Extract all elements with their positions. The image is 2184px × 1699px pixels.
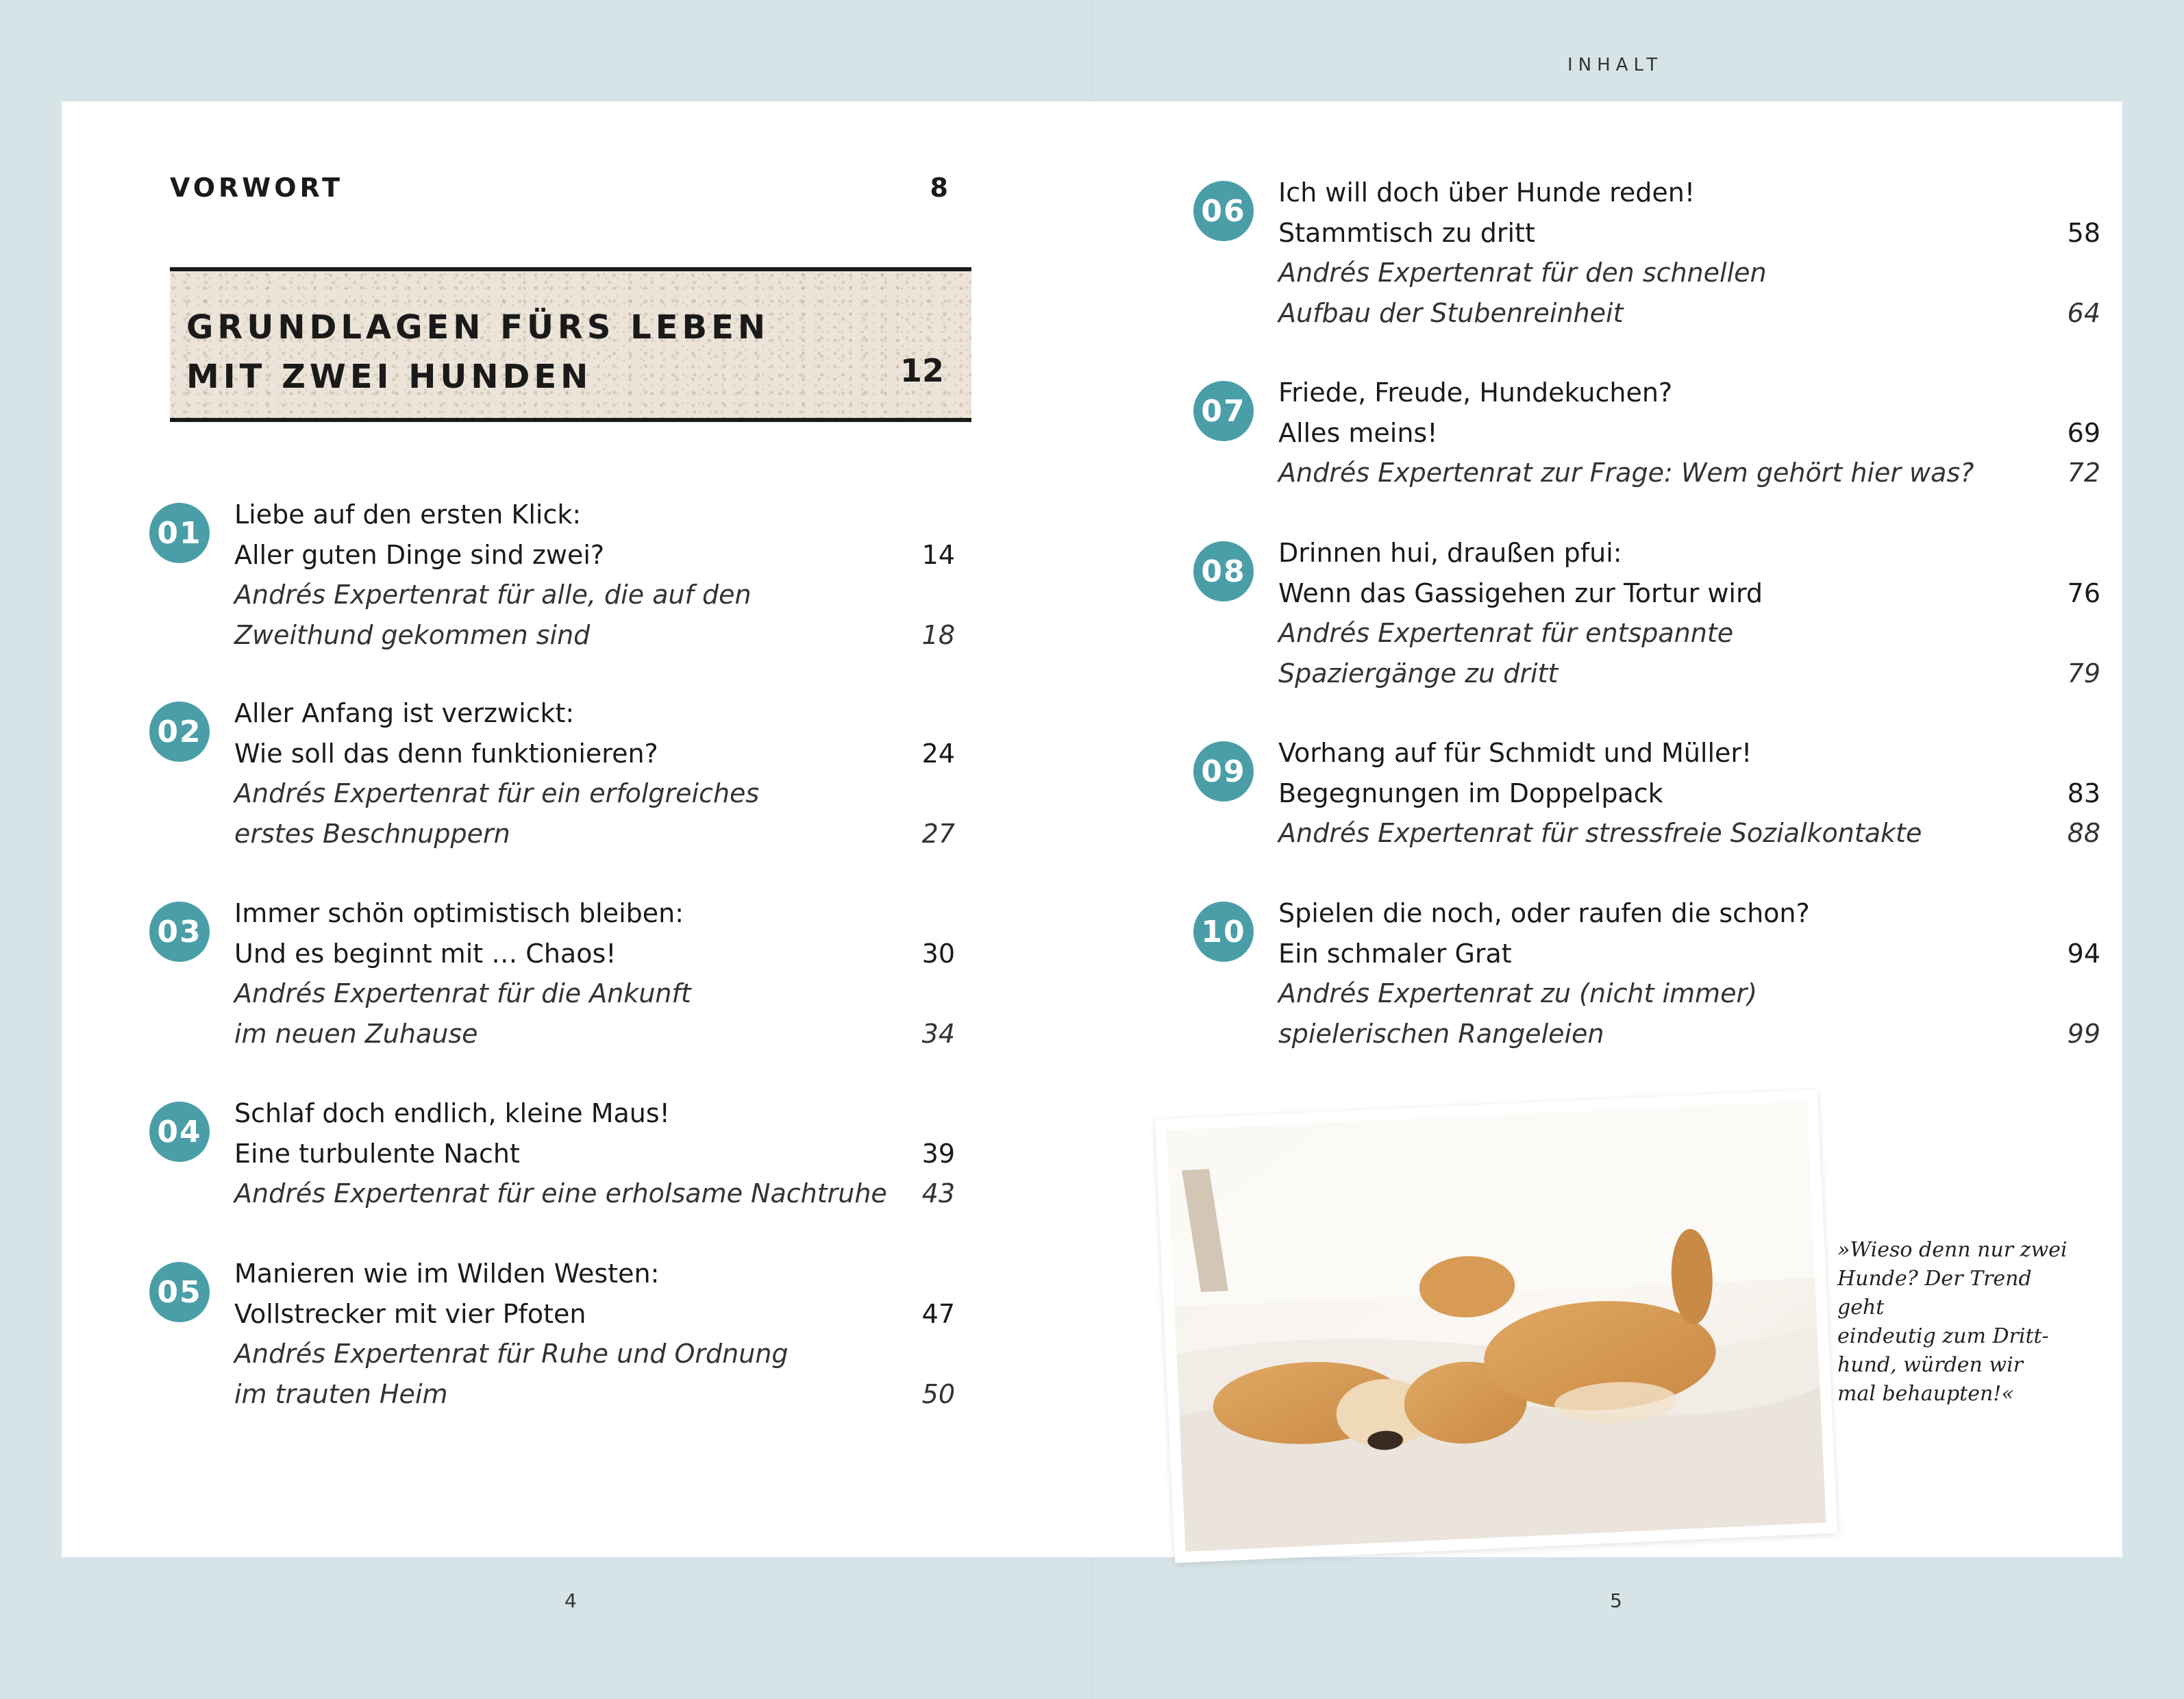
line-text: Alles meins!: [1278, 417, 1438, 448]
chapter-number-badge: 01: [149, 503, 210, 563]
expert-advice-line: [234, 1374, 955, 1415]
line-page-number: [2059, 893, 2100, 934]
line-page-number: 24: [921, 738, 955, 769]
chapter-title-line: [1278, 533, 2100, 573]
line-page-number: 94: [2067, 938, 2100, 969]
expert-advice-line: [234, 615, 955, 656]
line-page-number: 47: [921, 1298, 955, 1329]
expert-advice-line: [234, 1334, 955, 1374]
vorwort-page: 8: [930, 173, 948, 203]
expert-advice-line: [1278, 253, 2100, 293]
chapter-number-badge: 04: [149, 1102, 210, 1162]
line-page-number: [2059, 373, 2100, 413]
chapter-number-badge: 05: [149, 1262, 210, 1322]
expert-advice-line: [1278, 613, 2100, 654]
chapter-title-line: [234, 893, 955, 934]
part-title: GRUNDLAGEN FÜRS LEBEN MIT ZWEI HUNDEN: [186, 308, 770, 396]
line-text: im trauten Heim: [234, 1378, 448, 1409]
chapter-lines: [1278, 533, 2100, 693]
line-page-number: [914, 973, 955, 1014]
chapter-lines: [234, 893, 955, 1054]
line-page-number: 69: [2067, 417, 2100, 448]
line-text: Spielen die noch, oder raufen die schon?: [1278, 898, 1810, 928]
line-page-number: [2059, 533, 2100, 573]
part-page: 12: [899, 352, 944, 389]
line-text: Friede, Freude, Hundekuchen?: [1278, 377, 1673, 408]
chapter-title-line: [1278, 773, 2100, 814]
line-page-number: [914, 495, 955, 535]
chapter-title-line: [1278, 373, 2100, 413]
line-text: Wenn das Gassigehen zur Tortur wird: [1278, 578, 1763, 608]
line-text: Vorhang auf für Schmidt und Müller!: [1278, 738, 1752, 768]
line-text: Begegnungen im Doppelpack: [1278, 778, 1663, 808]
line-page-number: [2059, 253, 2100, 293]
line-text: Manieren wie im Wilden Westen:: [234, 1258, 660, 1289]
line-text: Andrés Expertenrat für Ruhe und Ordnung: [234, 1339, 789, 1369]
line-page-number: 18: [921, 619, 955, 650]
chapter-number-badge: 08: [1193, 541, 1254, 602]
line-page-number: 64: [2067, 297, 2100, 328]
line-text: Ein schmaler Grat: [1278, 938, 1512, 969]
chapter-number-badge: 03: [149, 902, 210, 962]
running-head: INHALT: [1567, 55, 1663, 75]
line-page-number: 72: [2067, 458, 2100, 488]
line-page-number: 50: [921, 1378, 955, 1409]
page-number-right: 5: [1610, 1589, 1622, 1612]
line-page-number: 79: [2067, 658, 2100, 689]
chapter-lines: [234, 693, 955, 854]
line-page-number: [914, 1093, 955, 1134]
chapter-title-line: [1278, 173, 2100, 213]
chapter-title-line: [234, 535, 955, 575]
line-text: Andrés Expertenrat für ein erfolgreiches: [234, 778, 760, 808]
line-page-number: [914, 1334, 955, 1374]
line-text: Andrés Expertenrat für die Ankunft: [234, 978, 691, 1008]
line-text: Eine turbulente Nacht: [234, 1138, 520, 1169]
line-text: Andrés Expertenrat für eine erholsame Nachtruhe: [234, 1178, 887, 1208]
line-text: Aufbau der Stubenreinheit: [1278, 297, 1624, 328]
line-page-number: [914, 893, 955, 934]
part-heading-box[interactable]: [170, 267, 971, 422]
expert-advice-line: [1278, 973, 2100, 1014]
chapter-lines: [234, 1093, 955, 1214]
chapter-title-line: [234, 495, 955, 535]
line-text: Stammtisch zu dritt: [1278, 217, 1535, 248]
line-text: spielerischen Rangeleien: [1278, 1018, 1604, 1049]
chapter-title-line: [1278, 213, 2100, 253]
line-page-number: [914, 773, 955, 814]
line-text: Ich will doch über Hunde reden!: [1278, 177, 1696, 208]
chapter-title-line: [1278, 733, 2100, 773]
chapter-lines: [1278, 893, 2100, 1054]
expert-advice-line: [234, 973, 955, 1014]
line-page-number: [2059, 613, 2100, 654]
chapter-lines: [1278, 733, 2100, 854]
line-text: im neuen Zuhause: [234, 1018, 478, 1049]
line-page-number: 34: [921, 1018, 955, 1049]
chapter-number-badge: 07: [1193, 381, 1254, 441]
line-text: Vollstrecker mit vier Pfoten: [234, 1298, 586, 1329]
expert-advice-line: [1278, 453, 2100, 493]
dogs-photo: [1155, 1089, 1837, 1563]
chapter-title-line: [1278, 413, 2100, 454]
line-page-number: 83: [2067, 778, 2100, 808]
chapter-title-line: [234, 734, 955, 774]
line-page-number: [2059, 173, 2100, 213]
line-text: Drinnen hui, draußen pfui:: [1278, 538, 1622, 568]
line-text: Und es beginnt mit … Chaos!: [234, 938, 617, 969]
expert-advice-line: [234, 814, 955, 854]
line-page-number: 39: [921, 1138, 955, 1169]
line-page-number: 43: [921, 1178, 955, 1208]
chapter-title-line: [1278, 934, 2100, 974]
line-text: Andrés Expertenrat zu (nicht immer): [1278, 978, 1757, 1008]
line-text: Andrés Expertenrat für entspannte: [1278, 618, 1734, 648]
line-page-number: 99: [2067, 1018, 2100, 1049]
line-page-number: 58: [2067, 217, 2100, 248]
line-page-number: 14: [921, 539, 955, 570]
line-page-number: [2059, 973, 2100, 1014]
line-page-number: [914, 693, 955, 734]
page-number-left: 4: [564, 1589, 577, 1612]
expert-advice-line: [234, 1174, 955, 1214]
chapter-lines: [1278, 373, 2100, 493]
line-text: Immer schön optimistisch bleiben:: [234, 898, 684, 928]
line-page-number: 30: [921, 938, 955, 969]
chapter-lines: [234, 495, 955, 655]
chapter-number-badge: 06: [1193, 181, 1254, 241]
line-text: erstes Beschnuppern: [234, 818, 510, 849]
expert-advice-line: [234, 1014, 955, 1054]
line-text: Schlaf doch endlich, kleine Maus!: [234, 1098, 670, 1128]
expert-advice-line: [234, 575, 955, 615]
chapter-number-badge: 09: [1193, 741, 1254, 802]
line-text: Andrés Expertenrat zur Frage: Wem gehört hier was?: [1278, 458, 1974, 488]
chapter-title-line: [1278, 893, 2100, 934]
line-page-number: [914, 575, 955, 615]
line-page-number: [914, 1254, 955, 1294]
vorwort-entry[interactable]: [170, 173, 948, 203]
chapter-title-line: [234, 1254, 955, 1294]
line-text: Andrés Expertenrat für stressfreie Sozialkontakte: [1278, 818, 1922, 848]
expert-advice-line: [1278, 654, 2100, 694]
chapter-lines: [234, 1254, 955, 1414]
line-text: Andrés Expertenrat für den schnellen: [1278, 258, 1767, 288]
expert-advice-line: [234, 773, 955, 814]
chapter-number-badge: 10: [1193, 902, 1254, 962]
photo-caption: »Wieso denn nur zwei Hunde? Der Trend geht eindeutig zum Dritt- hund, würden wir mal behaupten!«: [1837, 1238, 2068, 1406]
vorwort-label: VORWORT: [170, 173, 343, 203]
line-page-number: 27: [921, 818, 955, 849]
expert-advice-line: [1278, 1014, 2100, 1054]
chapter-lines: [1278, 173, 2100, 333]
chapter-number-badge: 02: [149, 702, 210, 762]
line-text: Aller Anfang ist verzwickt:: [234, 698, 575, 728]
line-page-number: 88: [2067, 818, 2100, 848]
expert-advice-line: [1278, 813, 2100, 854]
chapter-title-line: [234, 1134, 955, 1174]
line-text: Aller guten Dinge sind zwei?: [234, 539, 605, 570]
chapter-title-line: [234, 693, 955, 734]
chapter-title-line: [1278, 573, 2100, 614]
line-text: Wie soll das denn funktionieren?: [234, 738, 658, 769]
line-page-number: 76: [2067, 578, 2100, 608]
line-text: Zweithund gekommen sind: [234, 619, 591, 650]
chapter-title-line: [234, 1294, 955, 1335]
dogs-photo-image: [1167, 1101, 1826, 1552]
line-text: Liebe auf den ersten Klick:: [234, 499, 582, 530]
line-text: Andrés Expertenrat für alle, die auf den: [234, 580, 752, 610]
chapter-title-line: [234, 934, 955, 974]
chapter-title-line: [234, 1093, 955, 1134]
expert-advice-line: [1278, 293, 2100, 334]
line-text: Spaziergänge zu dritt: [1278, 658, 1559, 689]
line-page-number: [2059, 733, 2100, 773]
